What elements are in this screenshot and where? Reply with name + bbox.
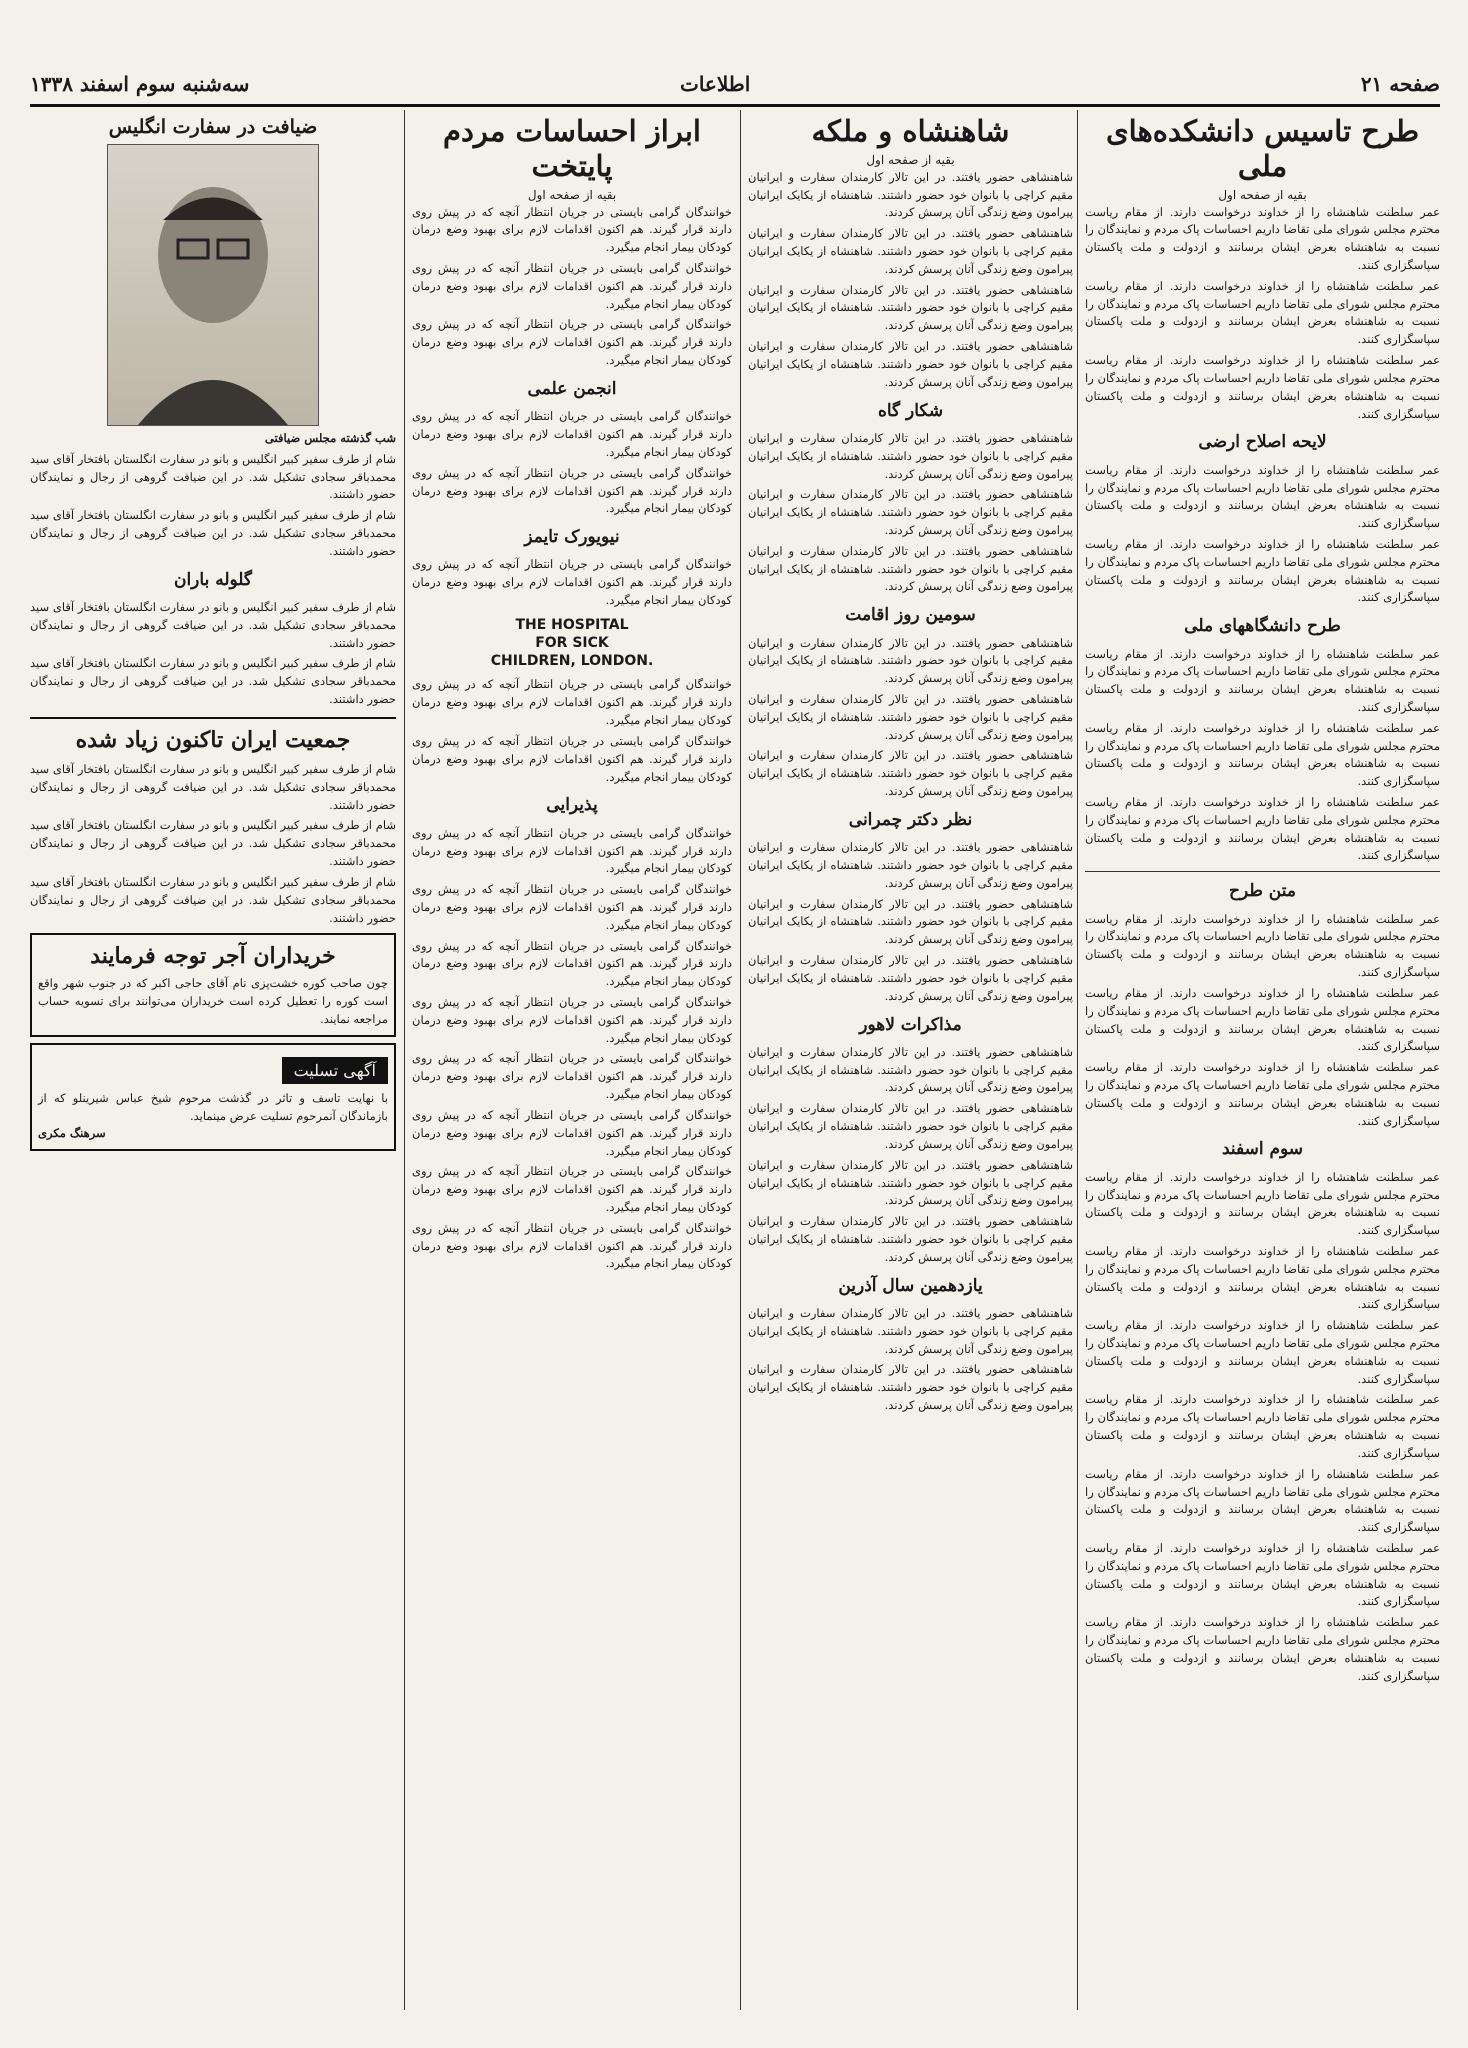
paper-name: اطلاعات (680, 72, 751, 96)
article-shah-and-queen (748, 110, 1073, 2010)
portrait-image (108, 145, 318, 425)
subhead: پذیرایی (546, 795, 598, 816)
ad-title: آگهی تسلیت (282, 1057, 388, 1084)
article-headline: طرح تاسیس دانشکده‌های ملی (1105, 114, 1420, 183)
article-public-sentiment (412, 110, 732, 2010)
article-body: شاهنشاهی حضور یافتند. در این تالار کارمندان سفارت و ایرانیان مقیم کراچی با بانوان خود حضور داشتند. شاهنشاه از یکایک ایرانیان پیرامون وضع زندگی آنان پرسش کردند. شاهنشاهی حضور یافتند. در این تالار کارمندان سفارت و ایرانیان مقیم کراچی با بانوان خود حضور داشتند. شاهنشاه از یکایک ایرانیان پیرامون وضع زندگی آنان پرسش کردند. شاهنشاهی حضور یافتند. در این تالار کارمندان سفارت و ایرانیان مقیم کراچی با بانوان خود حضور داشتند. شاهنشاه از یکایک ایرانیان پیرامون وضع زندگی آنان پرسش کردند. شاهنشاهی حضور یافتند. در این تالار کارمندان سفارت و ایرانیان مقیم کراچی با بانوان خود حضور داشتند. شاهنشاه از یکایک ایرانیان پیرامون وضع زندگی آنان پرسش کردند. شکار گاه شاهنشاهی حضور یافتند. در این تالار کارمندان سفارت و ایرانیان مقیم کراچی با بانوان خود حضور داشتند. شاهنشاه از یکایک ایرانیان پیرامون وضع زندگی آنان پرسش کردند. شاهنشاهی حضور یافتند. در این تالار کارمندان سفارت و ایرانیان مقیم کراچی با بانوان خود حضور داشتند. شاهنشاه از یکایک ایرانیان پیرامون وضع زندگی آنان پرسش کردند. شاهنشاهی حضور یافتند. در این تالار کارمندان سفارت و ایرانیان مقیم کراچی با بانوان خود حضور داشتند. شاهنشاه از یکایک ایرانیان پیرامون وضع زندگی آنان پرسش کردند. سومین روز اقامت شاهنشاهی حضور یافتند. در این تالار کارمندان سفارت و ایرانیان مقیم کراچی با بانوان خود حضور داشتند. شاهنشاه از یکایک ایرانیان پیرامون وضع زندگی آنان پرسش کردند. شاهنشاهی حضور یافتند. در این تالار کارمندان سفارت و ایرانیان مقیم کراچی با بانوان خود حضور داشتند. شاهنشاه از یکایک ایرانیان پیرامون وضع زندگی آنان پرسش کردند. شاهنشاهی حضور یافتند. در این تالار کارمندان سفارت و ایرانیان مقیم کراچی با بانوان خود حضور داشتند. شاهنشاه از یکایک ایرانیان پیرامون وضع زندگی آنان پرسش کردند. نظر دکتر چمرانی شاهنشاهی حضور یافتند. در این تالار کارمندان سفارت و ایرانیان مقیم کراچی با بانوان خود حضور داشتند. شاهنشاه از یکایک ایرانیان پیرامون وضع زندگی آنان پرسش کردند. شاهنشاهی حضور یافتند. در این تالار کارمندان سفارت و ایرانیان مقیم کراچی با بانوان خود حضور داشتند. شاهنشاه از یکایک ایرانیان پیرامون وضع زندگی آنان پرسش کردند. شاهنشاهی حضور یافتند. در این تالار کارمندان سفارت و ایرانیان مقیم کراچی با بانوان خود حضور داشتند. شاهنشاه از یکایک ایرانیان پیرامون وضع زندگی آنان پرسش کردند. مذاکرات لاهور شاهنشاهی حضور یافتند. در این تالار کارمندان سفارت و ایرانیان مقیم کراچی با بانوان خود حضور داشتند. شاهنشاه از یکایک ایرانیان پیرامون وضع زندگی آنان پرسش کردند. شاهنشاهی حضور یافتند. در این تالار کارمندان سفارت و ایرانیان مقیم کراچی با بانوان خود حضور داشتند. شاهنشاه از یکایک ایرانیان پیرامون وضع زندگی آنان پرسش کردند. شاهنشاهی حضور یافتند. در این تالار کارمندان سفارت و ایرانیان مقیم کراچی با بانوان خود حضور داشتند. شاهنشاه از یکایک ایرانیان پیرامون وضع زندگی آنان پرسش کردند. شاهنشاهی حضور یافتند. در این تالار کارمندان سفارت و ایرانیان مقیم کراچی با بانوان خود حضور داشتند. شاهنشاه از یکایک ایرانیان پیرامون وضع زندگی آنان پرسش کردند. یازدهمین سال آذرین شاهنشاهی حضور یافتند. در این تالار کارمندان سفارت و ایرانیان مقیم کراچی با بانوان خود حضور داشتند. شاهنشاه از یکایک ایرانیان پیرامون وضع زندگی آنان پرسش کردند. شاهنشاهی حضور یافتند. در این تالار کارمندان سفارت و ایرانیان مقیم کراچی با بانوان خود حضور داشتند. شاهنشاه از یکایک ایرانیان پیرامون وضع زندگی آنان پرسش کردند. (748, 169, 1073, 1413)
subhead: سومین روز اقامت (845, 605, 976, 626)
issue-date: سه‌شنبه سوم اسفند ۱۳۳۸ (30, 72, 250, 96)
column-rule (404, 110, 405, 2010)
article-kicker: بقیه از صفحه اول (1218, 187, 1307, 202)
subhead: نیویورک تایمز (524, 527, 620, 548)
article-kicker: بقیه از صفحه اول (527, 187, 617, 202)
subhead: مذاکرات لاهور (859, 1014, 962, 1035)
article-headline: ضیافت در سفارت انگلیس (108, 116, 318, 138)
ad-signature: سرهنگ مکری (38, 1126, 106, 1141)
english-hospital-notice: THE HOSPITAL FOR SICK CHILDREN, LONDON. (490, 616, 654, 670)
portrait-photo (107, 144, 319, 426)
article-headline: شاهنشاه و ملکه (811, 114, 1010, 148)
subhead: یازدهمین سال آذرین (838, 1275, 983, 1296)
article-body: شب گذشته مجلس ضیافتی شام از طرف سفیر کبیر انگلیس و بانو در سفارت انگلستان بافتخار آقای سید محمدباقر سجادی تشکیل شد. در این ضیافت گروهی از رجال و نمایندگان حضور داشتند. شام از طرف سفیر کبیر انگلیس و بانو در سفارت انگلستان بافتخار آقای سید محمدباقر سجادی تشکیل شد. در این ضیافت گروهی از رجال و نمایندگان حضور داشتند. گلوله باران شام از طرف سفیر کبیر انگلیس و بانو در سفارت انگلستان بافتخار آقای سید محمدباقر سجادی تشکیل شد. در این ضیافت گروهی از رجال و نمایندگان حضور داشتند. شام از طرف سفیر کبیر انگلیس و بانو در سفارت انگلستان بافتخار آقای سید محمدباقر سجادی تشکیل شد. در این ضیافت گروهی از رجال و نمایندگان حضور داشتند. جمعیت ایران تاکنون زیاد شده شام از طرف سفیر کبیر انگلیس و بانو در سفارت انگلستان بافتخار آقای سید محمدباقر سجادی تشکیل شد. در این ضیافت گروهی از رجال و نمایندگان حضور داشتند. شام از طرف سفیر کبیر انگلیس و بانو در سفارت انگلستان بافتخار آقای سید محمدباقر سجادی تشکیل شد. در این ضیافت گروهی از رجال و نمایندگان حضور داشتند. شام از طرف سفیر کبیر انگلیس و بانو در سفارت انگلستان بافتخار آقای سید محمدباقر سجادی تشکیل شد. در این ضیافت گروهی از رجال و نمایندگان حضور داشتند. (30, 431, 396, 925)
subhead: انجمن علمی (527, 378, 617, 399)
section-title: جمعیت ایران تاکنون زیاد شده (30, 717, 396, 757)
column-rule (1077, 110, 1078, 2010)
subhead: سوم اسفند (1221, 1139, 1304, 1160)
masthead (30, 66, 1440, 107)
article-british-embassy (30, 110, 396, 2010)
ad-condolence (30, 1043, 396, 1151)
subhead: لایحه اصلاح ارضی (1198, 432, 1327, 453)
article-kicker: بقیه از صفحه اول (866, 152, 955, 167)
ad-title: خریداران آجر توجه فرمایند (90, 943, 336, 970)
subhead: نظر دکتر چمرانی (848, 809, 973, 830)
subhead: متن طرح (1229, 881, 1296, 902)
ad-body: چون صاحب کوره خشت‌پزی نام آقای حاجی اکبر که در جنوب شهر واقع است کوره را تعطیل کرده است خریداران می‌توانند برای تسویه حساب مراجعه نمایند. (38, 976, 388, 1026)
ad-brick-buyers (30, 933, 396, 1036)
ad-body: با نهایت تاسف و تاثر در گذشت مرحوم شیخ عباس شیرینلو که از بازماندگان آنمرحوم تسلیت عرض مینماید. (38, 1090, 388, 1123)
column-rule (740, 110, 741, 2010)
subhead: شکار گاه (877, 400, 944, 421)
article-body: عمر سلطنت شاهنشاه را از خداوند درخواست دارند. از مقام ریاست محترم مجلس شورای ملی تقاضا داریم احساسات پاک مردم و نمایندگان را نسبت به شاهنشاه بعرض ایشان برسانند و ازدولت و ملت پاکستان سپاسگزاری کنند. عمر سلطنت شاهنشاه را از خداوند درخواست دارند. از مقام ریاست محترم مجلس شورای ملی تقاضا داریم احساسات پاک مردم و نمایندگان را نسبت به شاهنشاه بعرض ایشان برسانند و ازدولت و ملت پاکستان سپاسگزاری کنند. عمر سلطنت شاهنشاه را از خداوند درخواست دارند. از مقام ریاست محترم مجلس شورای ملی تقاضا داریم احساسات پاک مردم و نمایندگان را نسبت به شاهنشاه بعرض ایشان برسانند و ازدولت و ملت پاکستان سپاسگزاری کنند. لایحه اصلاح ارضی عمر سلطنت شاهنشاه را از خداوند درخواست دارند. از مقام ریاست محترم مجلس شورای ملی تقاضا داریم احساسات پاک مردم و نمایندگان را نسبت به شاهنشاه بعرض ایشان برسانند و ازدولت و ملت پاکستان سپاسگزاری کنند. عمر سلطنت شاهنشاه را از خداوند درخواست دارند. از مقام ریاست محترم مجلس شورای ملی تقاضا داریم احساسات پاک مردم و نمایندگان را نسبت به شاهنشاه بعرض ایشان برسانند و ازدولت و ملت پاکستان سپاسگزاری کنند. طرح دانشگاههای ملی عمر سلطنت شاهنشاه را از خداوند درخواست دارند. از مقام ریاست محترم مجلس شورای ملی تقاضا داریم احساسات پاک مردم و نمایندگان را نسبت به شاهنشاه بعرض ایشان برسانند و ازدولت و ملت پاکستان سپاسگزاری کنند. عمر سلطنت شاهنشاه را از خداوند درخواست دارند. از مقام ریاست محترم مجلس شورای ملی تقاضا داریم احساسات پاک مردم و نمایندگان را نسبت به شاهنشاه بعرض ایشان برسانند و ازدولت و ملت پاکستان سپاسگزاری کنند. عمر سلطنت شاهنشاه را از خداوند درخواست دارند. از مقام ریاست محترم مجلس شورای ملی تقاضا داریم احساسات پاک مردم و نمایندگان را نسبت به شاهنشاه بعرض ایشان برسانند و ازدولت و ملت پاکستان سپاسگزاری کنند. متن طرح عمر سلطنت شاهنشاه را از خداوند درخواست دارند. از مقام ریاست محترم مجلس شورای ملی تقاضا داریم احساسات پاک مردم و نمایندگان را نسبت به شاهنشاه بعرض ایشان برسانند و ازدولت و ملت پاکستان سپاسگزاری کنند. عمر سلطنت شاهنشاه را از خداوند درخواست دارند. از مقام ریاست محترم مجلس شورای ملی تقاضا داریم احساسات پاک مردم و نمایندگان را نسبت به شاهنشاه بعرض ایشان برسانند و ازدولت و ملت پاکستان سپاسگزاری کنند. عمر سلطنت شاهنشاه را از خداوند درخواست دارند. از مقام ریاست محترم مجلس شورای ملی تقاضا داریم احساسات پاک مردم و نمایندگان را نسبت به شاهنشاه بعرض ایشان برسانند و ازدولت و ملت پاکستان سپاسگزاری کنند. سوم اسفند عمر سلطنت شاهنشاه را از خداوند درخواست دارند. از مقام ریاست محترم مجلس شورای ملی تقاضا داریم احساسات پاک مردم و نمایندگان را نسبت به شاهنشاه بعرض ایشان برسانند و ازدولت و ملت پاکستان سپاسگزاری کنند. عمر سلطنت شاهنشاه را از خداوند درخواست دارند. از مقام ریاست محترم مجلس شورای ملی تقاضا داریم احساسات پاک مردم و نمایندگان را نسبت به شاهنشاه بعرض ایشان برسانند و ازدولت و ملت پاکستان سپاسگزاری کنند. عمر سلطنت شاهنشاه را از خداوند درخواست دارند. از مقام ریاست محترم مجلس شورای ملی تقاضا داریم احساسات پاک مردم و نمایندگان را نسبت به شاهنشاه بعرض ایشان برسانند و ازدولت و ملت پاکستان سپاسگزاری کنند. عمر سلطنت شاهنشاه را از خداوند درخواست دارند. از مقام ریاست محترم مجلس شورای ملی تقاضا داریم احساسات پاک مردم و نمایندگان را نسبت به شاهنشاه بعرض ایشان برسانند و ازدولت و ملت پاکستان سپاسگزاری کنند. عمر سلطنت شاهنشاه را از خداوند درخواست دارند. از مقام ریاست محترم مجلس شورای ملی تقاضا داریم احساسات پاک مردم و نمایندگان را نسبت به شاهنشاه بعرض ایشان برسانند و ازدولت و ملت پاکستان سپاسگزاری کنند. عمر سلطنت شاهنشاه را از خداوند درخواست دارند. از مقام ریاست محترم مجلس شورای ملی تقاضا داریم احساسات پاک مردم و نمایندگان را نسبت به شاهنشاه بعرض ایشان برسانند و ازدولت و ملت پاکستان سپاسگزاری کنند. عمر سلطنت شاهنشاه را از خداوند درخواست دارند. از مقام ریاست محترم مجلس شورای ملی تقاضا داریم احساسات پاک مردم و نمایندگان را نسبت به شاهنشاه بعرض ایشان برسانند و ازدولت و ملت پاکستان سپاسگزاری کنند. (1085, 204, 1440, 1683)
article-national-colleges (1085, 110, 1440, 2010)
article-body: خوانندگان گرامی بایستی در جریان انتظار آنچه که در پیش روی دارند قرار گیرند. هم اکنون اقدامات لازم برای بهبود وضع درمان کودکان بیمار انجام میگیرد. خوانندگان گرامی بایستی در جریان انتظار آنچه که در پیش روی دارند قرار گیرند. هم اکنون اقدامات لازم برای بهبود وضع درمان کودکان بیمار انجام میگیرد. خوانندگان گرامی بایستی در جریان انتظار آنچه که در پیش روی دارند قرار گیرند. هم اکنون اقدامات لازم برای بهبود وضع درمان کودکان بیمار انجام میگیرد. انجمن علمی خوانندگان گرامی بایستی در جریان انتظار آنچه که در پیش روی دارند قرار گیرند. هم اکنون اقدامات لازم برای بهبود وضع درمان کودکان بیمار انجام میگیرد. خوانندگان گرامی بایستی در جریان انتظار آنچه که در پیش روی دارند قرار گیرند. هم اکنون اقدامات لازم برای بهبود وضع درمان کودکان بیمار انجام میگیرد. نیویورک تایمز خوانندگان گرامی بایستی در جریان انتظار آنچه که در پیش روی دارند قرار گیرند. هم اکنون اقدامات لازم برای بهبود وضع درمان کودکان بیمار انجام میگیرد. THE HOSPITAL FOR SICK CHILDREN, LONDON. خوانندگان گرامی بایستی در جریان انتظار آنچه که در پیش روی دارند قرار گیرند. هم اکنون اقدامات لازم برای بهبود وضع درمان کودکان بیمار انجام میگیرد. خوانندگان گرامی بایستی در جریان انتظار آنچه که در پیش روی دارند قرار گیرند. هم اکنون اقدامات لازم برای بهبود وضع درمان کودکان بیمار انجام میگیرد. پذیرایی خوانندگان گرامی بایستی در جریان انتظار آنچه که در پیش روی دارند قرار گیرند. هم اکنون اقدامات لازم برای بهبود وضع درمان کودکان بیمار انجام میگیرد. خوانندگان گرامی بایستی در جریان انتظار آنچه که در پیش روی دارند قرار گیرند. هم اکنون اقدامات لازم برای بهبود وضع درمان کودکان بیمار انجام میگیرد. خوانندگان گرامی بایستی در جریان انتظار آنچه که در پیش روی دارند قرار گیرند. هم اکنون اقدامات لازم برای بهبود وضع درمان کودکان بیمار انجام میگیرد. خوانندگان گرامی بایستی در جریان انتظار آنچه که در پیش روی دارند قرار گیرند. هم اکنون اقدامات لازم برای بهبود وضع درمان کودکان بیمار انجام میگیرد. خوانندگان گرامی بایستی در جریان انتظار آنچه که در پیش روی دارند قرار گیرند. هم اکنون اقدامات لازم برای بهبود وضع درمان کودکان بیمار انجام میگیرد. خوانندگان گرامی بایستی در جریان انتظار آنچه که در پیش روی دارند قرار گیرند. هم اکنون اقدامات لازم برای بهبود وضع درمان کودکان بیمار انجام میگیرد. خوانندگان گرامی بایستی در جریان انتظار آنچه که در پیش روی دارند قرار گیرند. هم اکنون اقدامات لازم برای بهبود وضع درمان کودکان بیمار انجام میگیرد. خوانندگان گرامی بایستی در جریان انتظار آنچه که در پیش روی دارند قرار گیرند. هم اکنون اقدامات لازم برای بهبود وضع درمان کودکان بیمار انجام میگیرد. (412, 204, 732, 1271)
article-headline: ابراز احساسات مردم پایتخت (443, 114, 701, 183)
page-number: صفحه ۲۱ (1360, 72, 1440, 96)
subhead: گلوله باران (173, 569, 253, 590)
subhead: طرح دانشگاههای ملی (1184, 616, 1341, 637)
